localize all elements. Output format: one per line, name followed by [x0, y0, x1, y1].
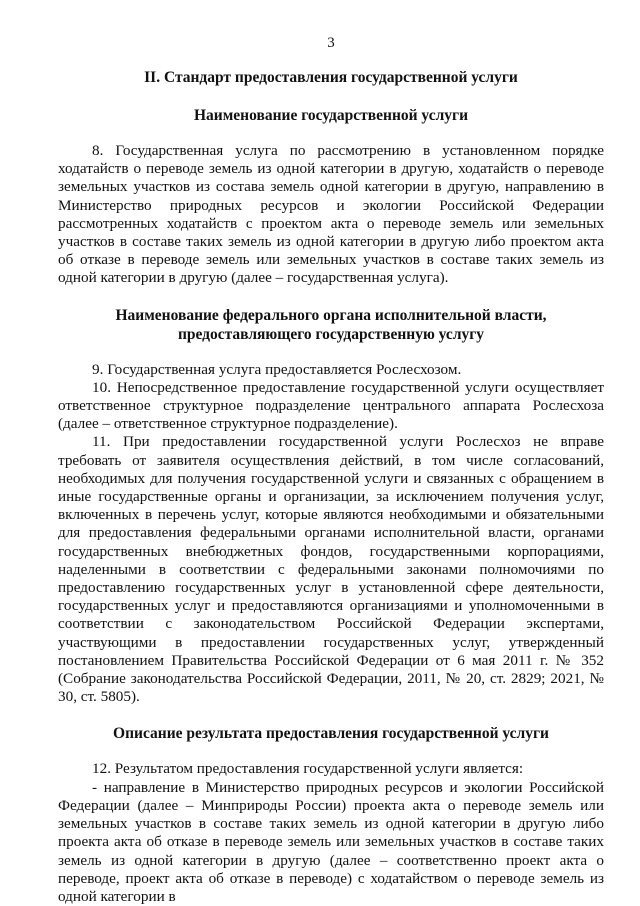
paragraph-9: 9. Государственная услуга предоставляется Рослесхозом. [92, 360, 462, 378]
subsection-heading [58, 106, 604, 125]
spacer [58, 706, 604, 724]
paragraph-12-item: - направление в Министерство природных ресурсов и экологии Российской Федерации (далее – Минприроды России) проекта акта о переводе земель или земельных участков в составе таких земель из одной категории в другую либо проекта акта об отказе в переводе земель или земельных участков в составе таких земель из одной категории в другую (далее – соответственно проект акта о переводе, проект акта об отказе в переводе) с ходатайством о переводе земель из одной категории в [58, 778, 604, 905]
paragraph-10: 10. Непосредственное предоставление государственной услуги осуществляет ответственное структурное подразделение центрального аппарата Рослесхоза (далее – ответственное структурное подразделение). [58, 378, 604, 433]
subsection-heading [58, 306, 604, 344]
heading-line: Описание результата предоставления государственной услуги [113, 725, 549, 743]
paragraph-8: 8. Государственная услуга по рассмотрению в установленном порядке ходатайств о переводе земель из одной категории в другую, ходатайств о переводе земельных участков из состава земель одной категории в другую, направлению в Министерство природных ресурсов и экологии Российской Федерации рассмотренных ходатайств с проектом акта о переводе земель или земельных участков в составе таких земель из одной категории в другую либо проектом акта об отказе в переводе земель или земельных участков в составе таких земель из одной категории в другую (далее – государственная услуга). [58, 142, 604, 287]
heading-line: предоставляющего государственную услугу [177, 325, 485, 343]
spacer [58, 288, 604, 306]
paragraph-11: 11. При предоставлении государственной услуги Рослесхоз не вправе требовать от заявителя осуществления действий, в том числе согласований, необходимых для получения государственной услуги и связанных с обращением в иные государственные органы и организации, за исключением получения услуг, включенных в перечень услуг, которые являются необходимыми и обязательными для предоставления федеральными органами исполнительной власти, органами государственных внебюджетных фондов, государственными корпорациями, наделенными в соответствии с федеральными законами полномочиями по предоставлению государственных услуг в установленной сфере деятельности, государственных услуг и предоставляются организациями и уполномоченными в соответствии с законодательством Российской Федерации экспертами, участвующими в предоставлении государственных услуг, утвержденный постановлением Правительства Российской Федерации от 6 мая 2011 г. № 352 (Собрание законодательства Российской Федерации, 2011, № 20, ст. 2829; 2021, № 30, ст. 5805). [58, 433, 604, 706]
document-page [58, 34, 604, 906]
heading-line: Наименование государственной услуги [194, 107, 468, 124]
paragraph-12: 12. Результатом предоставления государственной услуги является: [92, 760, 524, 778]
subsection-heading [58, 724, 604, 743]
heading-line: Наименование федерального органа исполнительной власти, [115, 306, 547, 324]
section-title: II. Стандарт предоставления государственной услуги [144, 69, 518, 86]
page-number: 3 [327, 35, 335, 51]
